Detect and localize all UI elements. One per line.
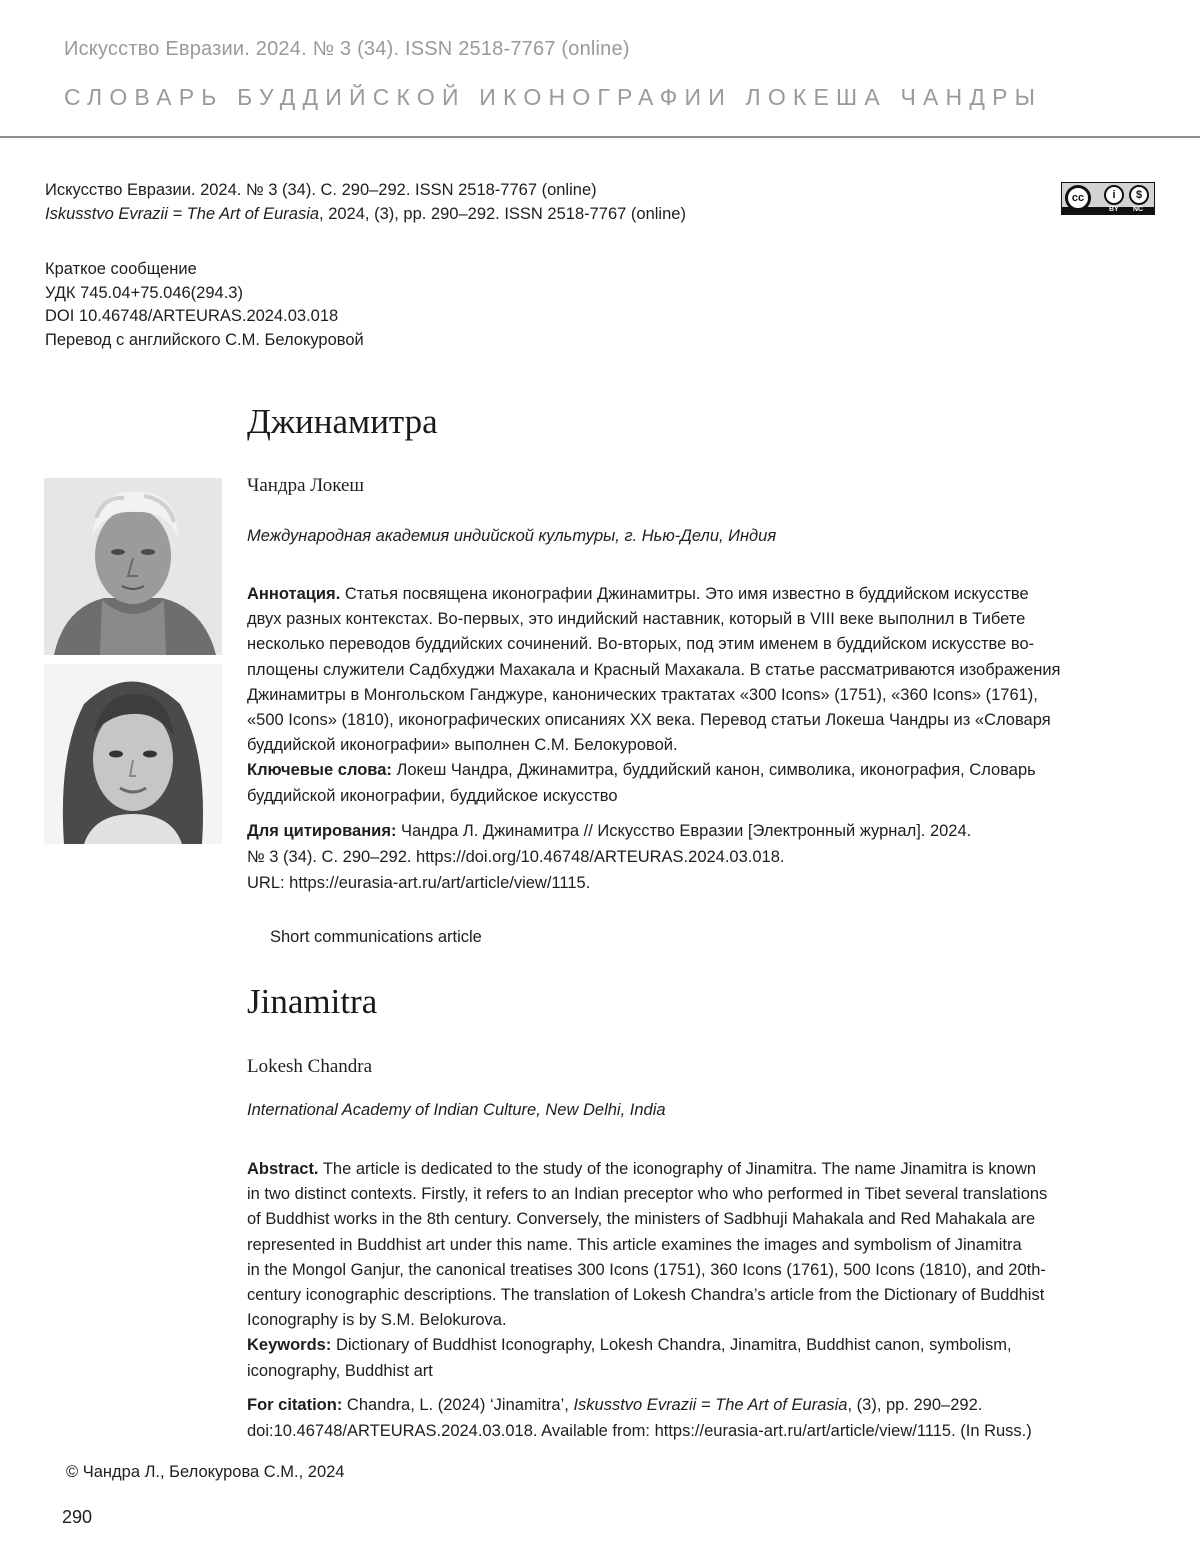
article-type-ru: Краткое сообщение: [45, 260, 197, 278]
citation-en: [247, 1392, 1032, 1444]
abstract-ru-line: Статья посвящена иконографии Джинамитры. Это имя известно в буддийском искусстве: [344, 585, 1029, 603]
abstract-en-line: represented in Buddhist art under this name. This article examines the images and symbolism of Jinamitra: [247, 1235, 1022, 1254]
abstract-en-line: The article is dedicated to the study of the iconography of Jinamitra. The name Jinamitra is known: [322, 1160, 1037, 1178]
citation-en-part: Chandra, L. (2024) ‘Jinamitra’,: [346, 1396, 574, 1414]
abstract-ru-line: площены служители Садбхуджи Махакала и Красный Махакала. В статье рассматриваются изображения: [247, 660, 1061, 679]
keywords-ru-line: буддийской иконографии, буддийское искусство: [247, 786, 618, 805]
non-commercial-icon: $: [1129, 185, 1149, 205]
abstract-ru-line: «500 Icons» (1810), иконографических описаниях XX века. Перевод статьи Локеша Чандры из «Словаря: [247, 711, 1051, 730]
cc-icon: cc: [1065, 185, 1091, 211]
abstract-ru-line: двух разных контекстах. Во-первых, это индийский наставник, который в VIII веке выполнил в Тибете: [247, 610, 1026, 629]
by-label: BY: [1109, 206, 1119, 213]
attribution-icon: i: [1104, 185, 1124, 205]
article-meta: [45, 258, 364, 352]
citation-ru-line: Чандра Л. Джинамитра // Искусство Евразии [Электронный журнал]. 2024.: [401, 822, 972, 840]
abstract-en-line: Iconography is by S.M. Belokurova.: [247, 1311, 507, 1330]
running-header-series-title: СЛОВАРЬ БУДДИЙСКОЙ ИКОНОГРАФИИ ЛОКЕША ЧАНДРЫ: [64, 84, 1043, 110]
udk-code: УДК 745.04+75.046(294.3): [45, 283, 243, 302]
keywords-ru-line: Локеш Чандра, Джинамитра, буддийский канон, символика, иконография, Словарь: [396, 761, 1036, 780]
affiliation-en: International Academy of Indian Culture, New Delhi, India: [247, 1101, 666, 1119]
citation-ru: [247, 818, 971, 896]
citation-ru-line: № 3 (34). С. 290–292. https://doi.org/10.46748/ARTEURAS.2024.03.018.: [247, 848, 785, 866]
affiliation-ru: Международная академия индийской культуры, г. Нью-Дели, Индия: [247, 527, 777, 545]
publication-journal-title: Iskusstvo Evrazii = The Art of Eurasia: [45, 205, 320, 223]
nc-label: NC: [1133, 206, 1144, 213]
running-header-journal: Искусство Евразии. 2024. № 3 (34). ISSN 2518-7767 (online): [64, 38, 630, 60]
citation-en-part: , (3), pp. 290–292.: [847, 1396, 983, 1414]
abstract-label-en: Abstract.: [247, 1160, 319, 1178]
translator-note: Перевод с английского С.М. Белокуровой: [45, 330, 364, 349]
keywords-label-en: Keywords:: [247, 1336, 332, 1355]
article-title-ru: Джинамитра: [247, 402, 438, 441]
cc-license-badge[interactable]: [1061, 182, 1155, 215]
publication-line-en: [45, 202, 686, 226]
abstract-en: [247, 1157, 1142, 1384]
author-photo-lokesh-chandra: [44, 478, 222, 655]
author-name-en: Lokesh Chandra: [247, 1056, 373, 1077]
keywords-en-line: Dictionary of Buddhist Iconography, Lokesh Chandra, Jinamitra, Buddhist canon, symbolism,: [335, 1336, 1012, 1355]
publication-line-ru: Искусство Евразии. 2024. № 3 (34). С. 290–292. ISSN 2518-7767 (online): [45, 181, 597, 199]
keywords-en-line: iconography, Buddhist art: [247, 1361, 433, 1380]
page-number: 290: [62, 1507, 93, 1527]
header-divider: [0, 136, 1200, 138]
copyright-notice: © Чандра Л., Белокурова С.М., 2024: [66, 1463, 345, 1481]
abstract-en-line: in two distinct contexts. Firstly, it refers to an Indian preceptor who who performed in Tibet several translations: [247, 1185, 1048, 1204]
citation-en-doi-url[interactable]: doi:10.46748/ARTEURAS.2024.03.018. Available from: https://eurasia-art.ru/art/article/view/1115. (In Russ.): [247, 1422, 1032, 1440]
doi: DOI 10.46748/ARTEURAS.2024.03.018: [45, 307, 339, 325]
abstract-ru: [247, 582, 1142, 809]
citation-label-en: For citation:: [247, 1396, 343, 1414]
article-title-en: Jinamitra: [247, 982, 378, 1021]
abstract-en-line: in the Mongol Ganjur, the canonical treatises 300 Icons (1751), 360 Icons (1761), 500 Icons (1810), and 20th-: [247, 1260, 1046, 1279]
abstract-ru-line: Джинамитры в Монгольском Ганджуре, канонических трактатах «300 Icons» (1751), «360 Icons» (1761),: [247, 685, 1038, 704]
abstract-en-line: of Buddhist works in the 8th century. Conversely, the ministers of Sadbhuji Mahakala and Red Mahakala are: [247, 1210, 1036, 1229]
abstract-ru-line: несколько переводов буддийских сочинений. Во-вторых, под этим именем в буддийском искусстве во-: [247, 635, 1035, 654]
article-type-en: Short communications article: [270, 928, 482, 946]
citation-label-ru: Для цитирования:: [247, 822, 397, 840]
citation-ru-url[interactable]: URL: https://eurasia-art.ru/art/article/view/1115.: [247, 874, 591, 892]
citation-en-journal: Iskusstvo Evrazii = The Art of Eurasia: [573, 1396, 848, 1414]
publication-line-en-rest: , 2024, (3), pp. 290–292. ISSN 2518-7767 (online): [319, 205, 686, 223]
abstract-label-ru: Аннотация.: [247, 585, 341, 603]
keywords-label-ru: Ключевые слова:: [247, 761, 392, 780]
author-name-ru: Чандра Локеш: [247, 475, 365, 496]
abstract-ru-line: буддийской иконографии» выполнен С.М. Белокуровой.: [247, 736, 678, 755]
author-photo-belokurova: [44, 664, 222, 844]
abstract-en-line: century iconographic descriptions. The translation of Lokesh Chandra’s article from the Dictionary of Buddhist: [247, 1286, 1045, 1305]
